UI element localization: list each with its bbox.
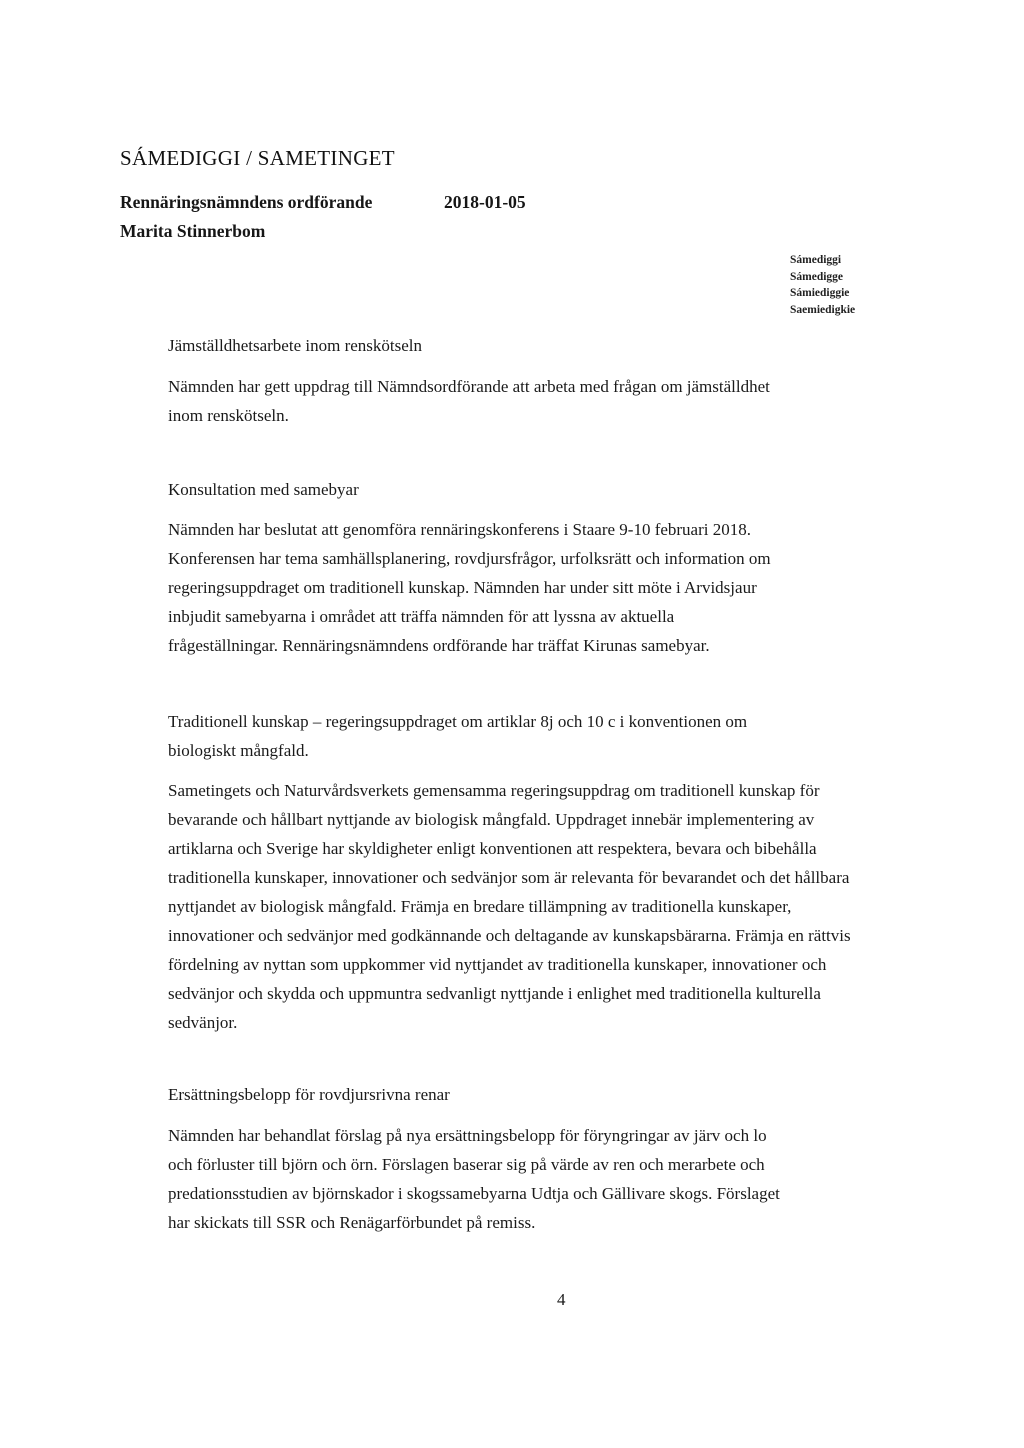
paragraph-line: Nämnden har beslutat att genomföra rennäringskonferens i Staare 9-10 februari 2018.	[168, 520, 751, 539]
paragraph-line: har skickats till SSR och Renägarförbundet på remiss.	[168, 1213, 536, 1232]
sami-name: Sámediggi	[790, 254, 842, 266]
paragraph-line: nyttjandet av biologisk mångfald. Främja en bredare tillämpning av traditionella kunskaper,	[168, 897, 792, 916]
section-heading-line: biologiskt mångfald.	[168, 741, 309, 760]
paragraph-line: och förluster till björn och örn. Förslagen baserar sig på värde av ren och merarbete och	[168, 1155, 765, 1174]
paragraph-line: fördelning av nyttan som uppkommer vid nyttjandet av traditionella kunskaper, innovationer och	[168, 955, 827, 974]
section-compensation	[168, 1085, 908, 1105]
document-date: 2018-01-05	[444, 192, 526, 212]
section-consultation	[168, 480, 908, 500]
section-equality	[168, 336, 908, 356]
section-paragraph	[168, 776, 908, 1037]
section-heading-line: Traditionell kunskap – regeringsuppdraget om artiklar 8j och 10 c i konventionen om	[168, 712, 748, 731]
section-heading: Ersättningsbelopp för rovdjursrivna renar	[168, 1085, 450, 1104]
section-heading: Jämställdhetsarbete inom renskötseln	[168, 336, 422, 355]
paragraph-line: traditionella kunskaper, innovationer och sedvänjor som är relevanta för bevarandet och det hållbara	[168, 868, 850, 887]
section-paragraph	[168, 372, 908, 430]
page-number: 4	[557, 1290, 566, 1309]
paragraph-line: predationsstudien av björnskador i skogssamebyarna Udtja och Gällivare skogs. Förslaget	[168, 1184, 780, 1203]
paragraph-line: Nämnden har gett uppdrag till Nämndsordförande att arbeta med frågan om jämställdhet	[168, 377, 770, 396]
paragraph-line: sedvänjor.	[168, 1013, 238, 1032]
paragraph-line: sedvänjor och skydda och uppmuntra sedvanligt nyttjande i enlighet med traditionella kulturella	[168, 984, 821, 1003]
paragraph-line: inom renskötseln.	[168, 406, 289, 425]
sami-name: Sámedigge	[790, 270, 844, 283]
paragraph-line: Nämnden har behandlat förslag på nya ersättningsbelopp för föryngringar av järv och lo	[168, 1126, 767, 1145]
sami-name: Saemiedigkie	[790, 303, 856, 316]
organization-title: SÁMEDIGGI / SAMETINGET	[120, 146, 395, 170]
paragraph-line: bevarande och hållbart nyttjande av biologisk mångfald. Uppdraget innebär implementering av	[168, 810, 815, 829]
paragraph-line: innovationer och sedvänjor med godkännande och deltagande av kunskapsbärarna. Främja en rättvis	[168, 926, 851, 945]
section-paragraph	[168, 515, 908, 660]
sami-name: Sámiediggie	[790, 287, 850, 299]
author-role: Rennäringsnämndens ordförande	[120, 192, 373, 212]
section-heading: Konsultation med samebyar	[168, 480, 359, 499]
paragraph-line: Konferensen har tema samhällsplanering, rovdjursfrågor, urfolksrätt och information om	[168, 549, 771, 568]
paragraph-line: inbjudit samebyarna i området att träffa nämnden för att lyssna av aktuella	[168, 607, 675, 626]
section-paragraph	[168, 1121, 908, 1237]
paragraph-line: artiklarna och Sverige har skyldigheter enligt konventionen att respektera, bevara och bibehålla	[168, 839, 817, 858]
section-heading-block	[168, 707, 908, 765]
sami-names-block	[790, 252, 855, 318]
author-name: Marita Stinnerbom	[120, 221, 266, 241]
paragraph-line: frågeställningar. Rennäringsnämndens ordförande har träffat Kirunas samebyar.	[168, 636, 710, 655]
paragraph-line: Sametingets och Naturvårdsverkets gemensamma regeringsuppdrag om traditionell kunskap för	[168, 781, 820, 800]
paragraph-line: regeringsuppdraget om traditionell kunskap. Nämnden har under sitt möte i Arvidsjaur	[168, 578, 757, 597]
